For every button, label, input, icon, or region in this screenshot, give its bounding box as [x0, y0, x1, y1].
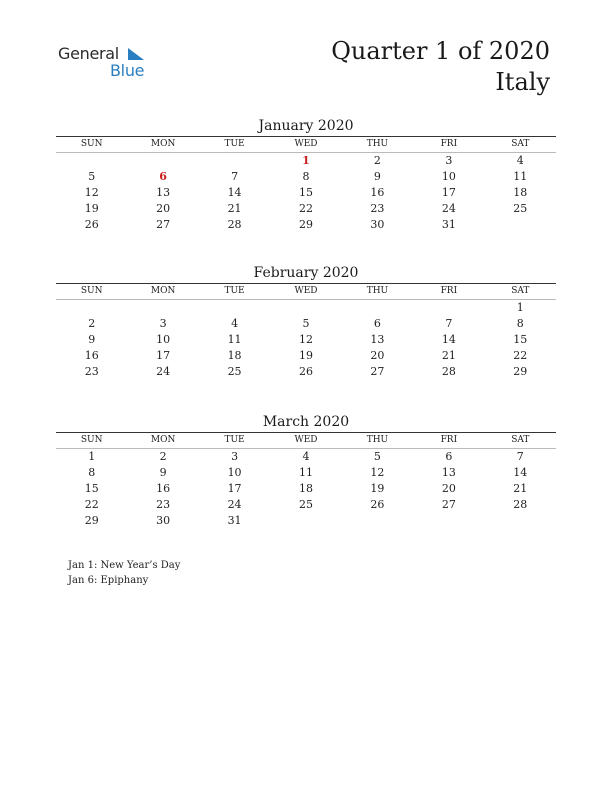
day-cell: 27	[370, 365, 385, 378]
day-cell: 12	[370, 466, 385, 479]
weekday-header: SAT	[485, 433, 556, 449]
day-cell: 2	[373, 154, 381, 167]
day-cell: 30	[370, 218, 385, 231]
day-cell: 28	[513, 498, 528, 511]
weekday-header: FRI	[413, 137, 484, 153]
holiday-day-cell: 1	[302, 154, 310, 167]
day-cell: 25	[227, 365, 242, 378]
generalblue-logo	[58, 42, 158, 82]
empty-day-cell	[413, 300, 484, 316]
day-cell: 11	[298, 466, 313, 479]
day-cell: 10	[441, 170, 456, 183]
day-cell: 15	[513, 333, 528, 346]
weekday-header: THU	[342, 137, 413, 153]
weekday-header: MON	[127, 284, 198, 300]
day-cell: 7	[516, 450, 524, 463]
day-cell: 5	[373, 450, 381, 463]
empty-day-cell	[342, 513, 413, 529]
day-cell: 18	[298, 482, 313, 495]
country-title: Italy	[495, 68, 550, 96]
day-cell: 18	[227, 349, 242, 362]
holiday-note: Jan 6: Epiphany	[68, 575, 149, 586]
day-cell: 16	[370, 186, 385, 199]
day-cell: 30	[156, 514, 171, 527]
weekday-header: THU	[342, 433, 413, 449]
weekday-header: SUN	[56, 137, 127, 153]
day-cell: 18	[513, 186, 528, 199]
day-cell: 4	[516, 154, 524, 167]
day-cell: 4	[231, 317, 239, 330]
day-cell: 17	[156, 349, 171, 362]
month-march	[56, 412, 556, 529]
empty-day-cell	[56, 300, 127, 316]
day-cell: 5	[302, 317, 310, 330]
empty-day-cell	[342, 300, 413, 316]
weekday-header: TUE	[199, 433, 270, 449]
day-cell: 26	[298, 365, 313, 378]
month-february	[56, 263, 556, 380]
day-cell: 24	[227, 498, 242, 511]
day-cell: 19	[298, 349, 313, 362]
day-cell: 16	[156, 482, 171, 495]
day-cell: 27	[441, 498, 456, 511]
day-cell: 13	[370, 333, 385, 346]
day-cell: 13	[156, 186, 171, 199]
month-title: March 2020	[262, 414, 350, 430]
day-cell: 27	[156, 218, 171, 231]
day-cell: 12	[84, 186, 99, 199]
empty-day-cell	[199, 153, 270, 169]
day-cell: 12	[298, 333, 313, 346]
empty-day-cell	[270, 513, 341, 529]
day-cell: 4	[302, 450, 310, 463]
day-cell: 23	[84, 365, 99, 378]
day-cell: 11	[513, 170, 528, 183]
calendar-grid	[56, 284, 556, 380]
day-cell: 10	[156, 333, 171, 346]
logo-word-blue: Blue	[110, 61, 145, 80]
day-cell: 1	[88, 450, 96, 463]
day-cell: 15	[298, 186, 313, 199]
day-cell: 28	[227, 218, 242, 231]
day-cell: 1	[516, 301, 524, 314]
day-cell: 26	[370, 498, 385, 511]
day-cell: 15	[84, 482, 99, 495]
weekday-header: SUN	[56, 433, 127, 449]
page-title	[331, 36, 550, 98]
logo-triangle-icon	[126, 46, 146, 62]
weekday-header: TUE	[199, 137, 270, 153]
empty-day-cell	[127, 300, 198, 316]
day-cell: 8	[516, 317, 524, 330]
empty-day-cell	[127, 153, 198, 169]
logo-word-general: General	[58, 44, 119, 63]
day-cell: 24	[156, 365, 171, 378]
day-cell: 19	[84, 202, 99, 215]
weekday-header: FRI	[413, 284, 484, 300]
weekday-header: WED	[270, 284, 341, 300]
day-cell: 17	[227, 482, 242, 495]
holiday-day-cell: 6	[159, 170, 167, 183]
day-cell: 23	[156, 498, 171, 511]
month-title: January 2020	[258, 118, 354, 134]
day-cell: 31	[441, 218, 456, 231]
day-cell: 9	[373, 170, 381, 183]
weekday-header: WED	[270, 137, 341, 153]
empty-day-cell	[199, 300, 270, 316]
calendar-grid	[56, 137, 556, 233]
day-cell: 22	[298, 202, 313, 215]
day-cell: 2	[159, 450, 167, 463]
holiday-notes	[68, 558, 180, 588]
day-cell: 24	[441, 202, 456, 215]
day-cell: 20	[441, 482, 456, 495]
day-cell: 14	[441, 333, 456, 346]
day-cell: 29	[513, 365, 528, 378]
day-cell: 14	[513, 466, 528, 479]
weekday-header: THU	[342, 284, 413, 300]
day-cell: 25	[298, 498, 313, 511]
day-cell: 14	[227, 186, 242, 199]
weekday-header: SAT	[485, 284, 556, 300]
day-cell: 8	[302, 170, 310, 183]
weekday-header: FRI	[413, 433, 484, 449]
day-cell: 20	[370, 349, 385, 362]
empty-day-cell	[270, 300, 341, 316]
day-cell: 21	[441, 349, 456, 362]
day-cell: 3	[445, 154, 453, 167]
day-cell: 28	[441, 365, 456, 378]
month-title: February 2020	[253, 265, 359, 281]
day-cell: 21	[513, 482, 528, 495]
day-cell: 23	[370, 202, 385, 215]
day-cell: 9	[88, 333, 96, 346]
day-cell: 17	[441, 186, 456, 199]
holiday-note: Jan 1: New Year’s Day	[68, 560, 181, 571]
day-cell: 5	[88, 170, 96, 183]
day-cell: 9	[159, 466, 167, 479]
day-cell: 29	[298, 218, 313, 231]
day-cell: 29	[84, 514, 99, 527]
weekday-header: TUE	[199, 284, 270, 300]
empty-day-cell	[485, 217, 556, 233]
day-cell: 11	[227, 333, 242, 346]
weekday-header: WED	[270, 433, 341, 449]
day-cell: 16	[84, 349, 99, 362]
day-cell: 6	[373, 317, 381, 330]
day-cell: 31	[227, 514, 242, 527]
day-cell: 8	[88, 466, 96, 479]
day-cell: 22	[84, 498, 99, 511]
empty-day-cell	[413, 513, 484, 529]
day-cell: 26	[84, 218, 99, 231]
weekday-header: SUN	[56, 284, 127, 300]
weekday-header: SAT	[485, 137, 556, 153]
day-cell: 19	[370, 482, 385, 495]
day-cell: 3	[159, 317, 167, 330]
day-cell: 7	[445, 317, 453, 330]
day-cell: 20	[156, 202, 171, 215]
day-cell: 25	[513, 202, 528, 215]
day-cell: 10	[227, 466, 242, 479]
day-cell: 2	[88, 317, 96, 330]
empty-day-cell	[56, 153, 127, 169]
month-january	[56, 116, 556, 233]
day-cell: 13	[441, 466, 456, 479]
day-cell: 3	[231, 450, 239, 463]
day-cell: 22	[513, 349, 528, 362]
weekday-header: MON	[127, 137, 198, 153]
weekday-header: MON	[127, 433, 198, 449]
calendar-grid	[56, 433, 556, 529]
day-cell: 6	[445, 450, 453, 463]
quarter-title: Quarter 1 of 2020	[331, 37, 550, 65]
empty-day-cell	[485, 513, 556, 529]
day-cell: 21	[227, 202, 242, 215]
day-cell: 7	[231, 170, 239, 183]
